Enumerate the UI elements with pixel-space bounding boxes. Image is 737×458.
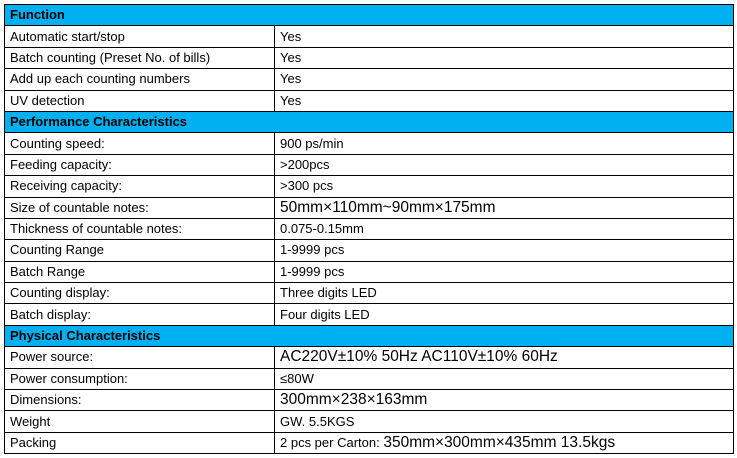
section-header-performance	[5, 111, 734, 132]
row-label: Dimensions:	[5, 390, 275, 411]
spec-table-container	[4, 4, 733, 454]
row-value: Yes	[275, 90, 734, 111]
row-label: Thickness of countable notes:	[5, 218, 275, 239]
table-row	[5, 133, 734, 154]
table-row	[5, 26, 734, 47]
table-row	[5, 90, 734, 111]
row-value: Yes	[275, 26, 734, 47]
row-label: Add up each counting numbers	[5, 69, 275, 90]
table-row	[5, 432, 734, 453]
row-label: Batch counting (Preset No. of bills)	[5, 47, 275, 68]
row-value: Yes	[275, 47, 734, 68]
row-label: Feeding capacity:	[5, 154, 275, 175]
table-row	[5, 411, 734, 432]
row-value: GW. 5.5KGS	[275, 411, 734, 432]
row-label: UV detection	[5, 90, 275, 111]
table-row	[5, 261, 734, 282]
row-value: 50mm×110mm~90mm×175mm	[275, 197, 734, 218]
table-row	[5, 368, 734, 389]
section-title: Performance Characteristics	[5, 111, 734, 132]
row-value: Yes	[275, 69, 734, 90]
row-value: >300 pcs	[275, 176, 734, 197]
table-row	[5, 197, 734, 218]
row-label: Size of countable notes:	[5, 197, 275, 218]
row-value: 1-9999 pcs	[275, 261, 734, 282]
row-label: Weight	[5, 411, 275, 432]
row-label: Automatic start/stop	[5, 26, 275, 47]
packing-prefix: 2 pcs per Carton:	[280, 435, 384, 450]
section-header-physical	[5, 325, 734, 346]
row-value: Four digits LED	[275, 304, 734, 325]
table-row	[5, 390, 734, 411]
section-title: Physical Characteristics	[5, 325, 734, 346]
table-row	[5, 154, 734, 175]
row-value: 1-9999 pcs	[275, 240, 734, 261]
row-value: Three digits LED	[275, 283, 734, 304]
specifications-table	[4, 4, 734, 454]
table-row	[5, 218, 734, 239]
row-value: 0.075-0.15mm	[275, 218, 734, 239]
packing-dimensions: 350mm×300mm×435mm 13.5kgs	[383, 434, 616, 451]
table-row	[5, 347, 734, 368]
row-value: 300mm×238×163mm	[275, 390, 734, 411]
row-label: Counting speed:	[5, 133, 275, 154]
row-value: >200pcs	[275, 154, 734, 175]
table-row	[5, 176, 734, 197]
row-value: ≤80W	[275, 368, 734, 389]
table-row	[5, 304, 734, 325]
row-label: Batch display:	[5, 304, 275, 325]
table-row	[5, 240, 734, 261]
row-label: Batch Range	[5, 261, 275, 282]
table-row	[5, 47, 734, 68]
table-row	[5, 283, 734, 304]
row-value: 900 ps/min	[275, 133, 734, 154]
row-label: Counting Range	[5, 240, 275, 261]
row-value	[275, 432, 734, 453]
row-label: Packing	[5, 432, 275, 453]
section-title: Function	[5, 5, 734, 26]
row-label: Counting display:	[5, 283, 275, 304]
row-label: Receiving capacity:	[5, 176, 275, 197]
table-row	[5, 69, 734, 90]
section-header-function	[5, 5, 734, 26]
row-value: AC220V±10% 50Hz AC110V±10% 60Hz	[275, 347, 734, 368]
row-label: Power source:	[5, 347, 275, 368]
row-label: Power consumption:	[5, 368, 275, 389]
